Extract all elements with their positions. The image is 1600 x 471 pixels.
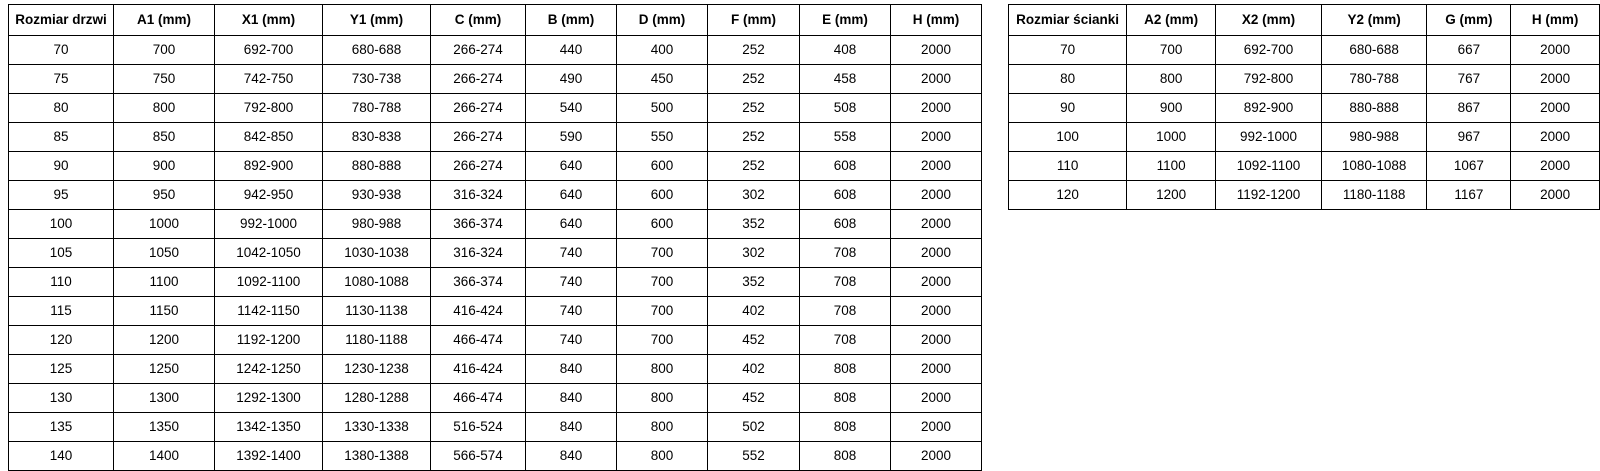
table-row [9,442,982,471]
column-header: C (mm) [431,5,526,36]
table-cell: 302 [708,181,800,210]
table-cell: 980-988 [1321,123,1427,152]
doors-table-body [9,36,982,471]
table-cell: 440 [526,36,617,65]
table-cell: 1280-1288 [323,384,431,413]
table-cell: 700 [617,297,708,326]
column-header: Rozmiar ścianki [1009,5,1127,36]
table-cell: 110 [1009,152,1127,181]
table-cell: 800 [114,94,215,123]
table-cell: 1167 [1427,181,1511,210]
table-row [9,36,982,65]
table-cell: 2000 [891,65,982,94]
table-cell: 2000 [891,181,982,210]
table-cell: 558 [800,123,891,152]
table-cell: 880-888 [323,152,431,181]
table-cell: 792-800 [215,94,323,123]
table-row [9,152,982,181]
table-cell: 80 [1009,65,1127,94]
table-cell: 508 [800,94,891,123]
table-cell: 1092-1100 [215,268,323,297]
table-row [1009,65,1600,94]
table-cell: 1100 [1127,152,1216,181]
table-cell: 780-788 [323,94,431,123]
table-cell: 740 [526,297,617,326]
table-cell: 700 [617,326,708,355]
table-cell: 2000 [1511,123,1600,152]
table-cell: 1092-1100 [1216,152,1322,181]
table-cell: 708 [800,326,891,355]
table-cell: 700 [617,239,708,268]
table-cell: 967 [1427,123,1511,152]
table-cell: 680-688 [323,36,431,65]
table-cell: 110 [9,268,114,297]
table-row [9,239,982,268]
table-cell: 416-424 [431,355,526,384]
table-cell: 266-274 [431,123,526,152]
table-cell: 95 [9,181,114,210]
table-cell: 1200 [114,326,215,355]
table-cell: 2000 [891,297,982,326]
table-row [9,355,982,384]
table-cell: 125 [9,355,114,384]
walls-table-header [1009,5,1600,36]
table-cell: 1342-1350 [215,413,323,442]
table-cell: 452 [708,384,800,413]
table-cell: 1242-1250 [215,355,323,384]
table-cell: 115 [9,297,114,326]
table-cell: 840 [526,413,617,442]
table-cell: 840 [526,442,617,471]
table-row [9,297,982,326]
table-cell: 942-950 [215,181,323,210]
table-cell: 930-938 [323,181,431,210]
table-cell: 1400 [114,442,215,471]
table-cell: 708 [800,239,891,268]
table-cell: 252 [708,123,800,152]
table-cell: 2000 [891,239,982,268]
table-cell: 1042-1050 [215,239,323,268]
table-row [9,210,982,239]
table-row [1009,181,1600,210]
table-cell: 1330-1338 [323,413,431,442]
table-cell: 1067 [1427,152,1511,181]
table-cell: 780-788 [1321,65,1427,94]
table-cell: 2000 [891,152,982,181]
column-header: H (mm) [891,5,982,36]
table-row [1009,94,1600,123]
table-cell: 90 [1009,94,1127,123]
table-cell: 1350 [114,413,215,442]
table-cell: 808 [800,442,891,471]
table-cell: 1080-1088 [323,268,431,297]
table-cell: 1200 [1127,181,1216,210]
doors-dimensions-table-container [8,4,982,471]
table-cell: 70 [9,36,114,65]
table-cell: 1180-1188 [1321,181,1427,210]
table-cell: 90 [9,152,114,181]
table-cell: 792-800 [1216,65,1322,94]
table-cell: 880-888 [1321,94,1427,123]
table-cell: 552 [708,442,800,471]
table-cell: 1300 [114,384,215,413]
table-cell: 2000 [1511,181,1600,210]
column-header: Y2 (mm) [1321,5,1427,36]
table-cell: 700 [114,36,215,65]
table-cell: 266-274 [431,36,526,65]
column-header: Y1 (mm) [323,5,431,36]
table-cell: 1100 [114,268,215,297]
table-cell: 80 [9,94,114,123]
walls-dimensions-table-container [1008,4,1600,210]
table-cell: 2000 [1511,36,1600,65]
table-cell: 900 [114,152,215,181]
table-cell: 840 [526,384,617,413]
table-cell: 600 [617,152,708,181]
column-header: H (mm) [1511,5,1600,36]
table-cell: 800 [617,355,708,384]
table-cell: 767 [1427,65,1511,94]
table-cell: 840 [526,355,617,384]
table-cell: 600 [617,181,708,210]
table-cell: 2000 [1511,152,1600,181]
table-cell: 700 [1127,36,1216,65]
column-header: X2 (mm) [1216,5,1322,36]
table-cell: 590 [526,123,617,152]
table-cell: 416-424 [431,297,526,326]
table-cell: 252 [708,152,800,181]
table-cell: 700 [617,268,708,297]
table-cell: 692-700 [1216,36,1322,65]
table-cell: 302 [708,239,800,268]
table-cell: 808 [800,413,891,442]
table-cell: 2000 [891,413,982,442]
table-cell: 800 [617,384,708,413]
table-cell: 1030-1038 [323,239,431,268]
table-cell: 252 [708,65,800,94]
table-cell: 1230-1238 [323,355,431,384]
column-header: E (mm) [800,5,891,36]
table-row [9,65,982,94]
table-cell: 266-274 [431,65,526,94]
table-cell: 740 [526,326,617,355]
table-cell: 2000 [891,94,982,123]
table-cell: 842-850 [215,123,323,152]
table-cell: 75 [9,65,114,94]
table-cell: 2000 [891,210,982,239]
table-cell: 266-274 [431,94,526,123]
table-cell: 352 [708,268,800,297]
table-cell: 800 [617,413,708,442]
table-cell: 452 [708,326,800,355]
table-cell: 516-524 [431,413,526,442]
table-header-row [9,5,982,36]
column-header: B (mm) [526,5,617,36]
table-cell: 2000 [891,123,982,152]
table-cell: 316-324 [431,239,526,268]
table-cell: 130 [9,384,114,413]
table-cell: 730-738 [323,65,431,94]
table-cell: 992-1000 [1216,123,1322,152]
table-cell: 120 [1009,181,1127,210]
table-cell: 892-900 [215,152,323,181]
table-cell: 352 [708,210,800,239]
table-cell: 402 [708,355,800,384]
table-cell: 980-988 [323,210,431,239]
table-cell: 2000 [1511,94,1600,123]
table-row [9,268,982,297]
table-cell: 608 [800,152,891,181]
column-header: A2 (mm) [1127,5,1216,36]
table-cell: 1392-1400 [215,442,323,471]
table-cell: 1000 [1127,123,1216,152]
table-cell: 252 [708,36,800,65]
walls-dimensions-table [1008,4,1600,210]
table-cell: 100 [9,210,114,239]
table-cell: 1142-1150 [215,297,323,326]
table-cell: 1292-1300 [215,384,323,413]
doors-table-header [9,5,982,36]
table-cell: 608 [800,181,891,210]
table-cell: 490 [526,65,617,94]
table-cell: 2000 [891,442,982,471]
table-cell: 992-1000 [215,210,323,239]
table-cell: 2000 [891,36,982,65]
table-cell: 708 [800,268,891,297]
table-row [9,326,982,355]
table-cell: 830-838 [323,123,431,152]
table-cell: 808 [800,355,891,384]
table-cell: 2000 [1511,65,1600,94]
table-cell: 1250 [114,355,215,384]
table-cell: 1150 [114,297,215,326]
table-cell: 640 [526,181,617,210]
table-cell: 450 [617,65,708,94]
table-cell: 867 [1427,94,1511,123]
table-cell: 400 [617,36,708,65]
table-cell: 1130-1138 [323,297,431,326]
table-cell: 1050 [114,239,215,268]
column-header: Rozmiar drzwi [9,5,114,36]
table-cell: 708 [800,297,891,326]
table-cell: 135 [9,413,114,442]
table-cell: 608 [800,210,891,239]
table-cell: 252 [708,94,800,123]
table-cell: 550 [617,123,708,152]
table-cell: 1180-1188 [323,326,431,355]
table-cell: 680-688 [1321,36,1427,65]
doors-dimensions-table [8,4,982,471]
table-cell: 120 [9,326,114,355]
table-cell: 1192-1200 [1216,181,1322,210]
table-row [9,123,982,152]
table-cell: 408 [800,36,891,65]
table-cell: 750 [114,65,215,94]
table-cell: 1192-1200 [215,326,323,355]
table-cell: 1380-1388 [323,442,431,471]
table-cell: 466-474 [431,384,526,413]
table-row [1009,123,1600,152]
walls-table-body [1009,36,1600,210]
table-cell: 900 [1127,94,1216,123]
table-header-row [1009,5,1600,36]
table-cell: 2000 [891,268,982,297]
table-cell: 2000 [891,355,982,384]
table-cell: 266-274 [431,152,526,181]
table-cell: 800 [1127,65,1216,94]
column-header: A1 (mm) [114,5,215,36]
table-cell: 950 [114,181,215,210]
table-cell: 140 [9,442,114,471]
table-cell: 740 [526,268,617,297]
table-cell: 1000 [114,210,215,239]
table-cell: 402 [708,297,800,326]
table-cell: 808 [800,384,891,413]
column-header: F (mm) [708,5,800,36]
table-cell: 566-574 [431,442,526,471]
table-cell: 70 [1009,36,1127,65]
table-row [1009,152,1600,181]
table-cell: 850 [114,123,215,152]
column-header: D (mm) [617,5,708,36]
table-row [1009,36,1600,65]
table-cell: 458 [800,65,891,94]
table-cell: 742-750 [215,65,323,94]
table-cell: 640 [526,152,617,181]
table-cell: 667 [1427,36,1511,65]
table-cell: 105 [9,239,114,268]
table-row [9,94,982,123]
table-cell: 500 [617,94,708,123]
table-row [9,413,982,442]
column-header: G (mm) [1427,5,1511,36]
table-cell: 366-374 [431,210,526,239]
table-cell: 1080-1088 [1321,152,1427,181]
table-cell: 740 [526,239,617,268]
column-header: X1 (mm) [215,5,323,36]
table-cell: 600 [617,210,708,239]
table-cell: 316-324 [431,181,526,210]
table-cell: 366-374 [431,268,526,297]
table-cell: 692-700 [215,36,323,65]
table-cell: 466-474 [431,326,526,355]
table-cell: 502 [708,413,800,442]
table-cell: 2000 [891,384,982,413]
table-cell: 2000 [891,326,982,355]
table-cell: 85 [9,123,114,152]
table-cell: 800 [617,442,708,471]
table-cell: 540 [526,94,617,123]
table-cell: 100 [1009,123,1127,152]
table-row [9,181,982,210]
table-cell: 892-900 [1216,94,1322,123]
table-row [9,384,982,413]
table-cell: 640 [526,210,617,239]
